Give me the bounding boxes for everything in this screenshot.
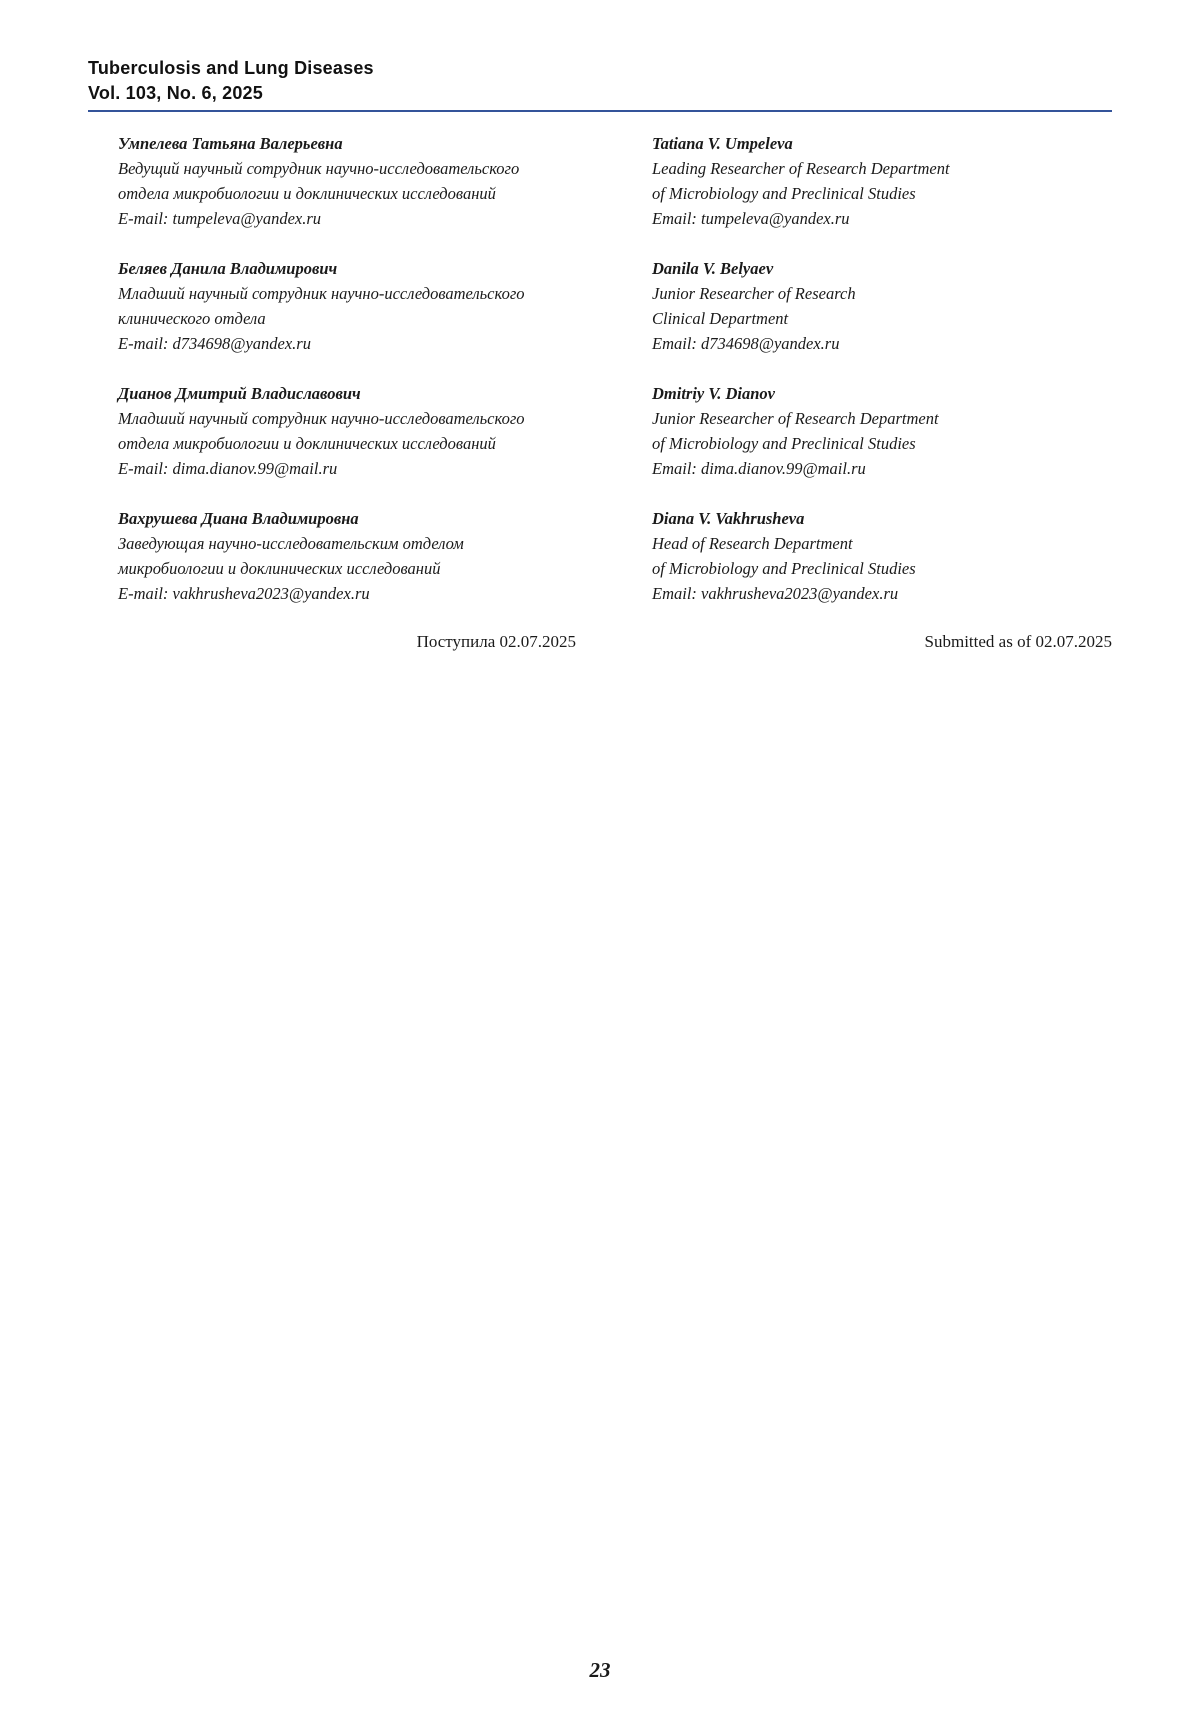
header-divider <box>88 110 1112 112</box>
author-position-ru: Младший научный сотрудник научно-исследовательского <box>118 284 525 303</box>
author-email-ru: E-mail: vakhrusheva2023@yandex.ru <box>118 584 370 603</box>
journal-header <box>88 56 374 106</box>
submitted-date-ru: Поступила 02.07.2025 <box>416 632 576 651</box>
author-email-ru: E-mail: dima.dianov.99@mail.ru <box>118 459 338 478</box>
author-name-ru: Вахрушева Диана Владимировна <box>118 509 359 528</box>
author-name-en: Tatiana V. Umpeleva <box>652 134 793 153</box>
author-email-en: Email: vakhrusheva2023@yandex.ru <box>652 584 899 603</box>
author-entry <box>118 131 1112 231</box>
author-email-ru: E-mail: tumpeleva@yandex.ru <box>118 209 322 228</box>
author-info-en <box>652 256 1112 356</box>
author-position-en: of Microbiology and Preclinical Studies <box>652 434 916 453</box>
author-info-section <box>118 131 1112 631</box>
author-position-ru: Младший научный сотрудник научно-исследовательского <box>118 409 525 428</box>
author-email-en: Email: tumpeleva@yandex.ru <box>652 209 850 228</box>
journal-title: Tuberculosis and Lung Diseases <box>88 58 374 78</box>
author-info-en <box>652 381 1112 481</box>
author-info-ru <box>118 256 652 356</box>
author-position-en: of Microbiology and Preclinical Studies <box>652 184 916 203</box>
author-position-en: Junior Researcher of Research Department <box>652 409 939 428</box>
author-position-ru: клинического отдела <box>118 309 266 328</box>
author-name-ru: Дианов Дмитрий Владиславович <box>118 384 361 403</box>
page-number: 23 <box>589 1658 611 1682</box>
author-email-ru: E-mail: d734698@yandex.ru <box>118 334 311 353</box>
author-position-en: Junior Researcher of Research <box>652 284 856 303</box>
author-info-en <box>652 506 1112 606</box>
submission-dates <box>88 630 1112 654</box>
author-name-en: Dmitriy V. Dianov <box>652 384 776 403</box>
author-name-en: Diana V. Vakhrusheva <box>652 509 805 528</box>
author-entry <box>118 506 1112 606</box>
author-position-ru: Заведующая научно-исследовательским отделом <box>118 534 464 553</box>
author-position-ru: отдела микробиологии и доклинических исследований <box>118 434 496 453</box>
author-info-ru <box>118 506 652 606</box>
submitted-date-en: Submitted as of 02.07.2025 <box>924 632 1112 651</box>
author-position-ru: отдела микробиологии и доклинических исследований <box>118 184 496 203</box>
author-email-en: Email: d734698@yandex.ru <box>652 334 840 353</box>
author-entry <box>118 381 1112 481</box>
author-position-en: Head of Research Department <box>652 534 853 553</box>
author-position-en: Clinical Department <box>652 309 789 328</box>
author-name-ru: Умпелева Татьяна Валерьевна <box>118 134 343 153</box>
author-name-ru: Беляев Данила Владимирович <box>118 259 338 278</box>
author-name-en: Danila V. Belyaev <box>652 259 774 278</box>
author-entry <box>118 256 1112 356</box>
author-position-en: Leading Researcher of Research Department <box>652 159 950 178</box>
author-info-ru <box>118 131 652 231</box>
author-position-ru: Ведущий научный сотрудник научно-исследовательского <box>118 159 520 178</box>
author-info-en <box>652 131 1112 231</box>
author-email-en: Email: dima.dianov.99@mail.ru <box>652 459 866 478</box>
journal-volume: Vol. 103, No. 6, 2025 <box>88 83 263 103</box>
author-info-ru <box>118 381 652 481</box>
author-position-ru: микробиологии и доклинических исследований <box>118 559 441 578</box>
author-position-en: of Microbiology and Preclinical Studies <box>652 559 916 578</box>
